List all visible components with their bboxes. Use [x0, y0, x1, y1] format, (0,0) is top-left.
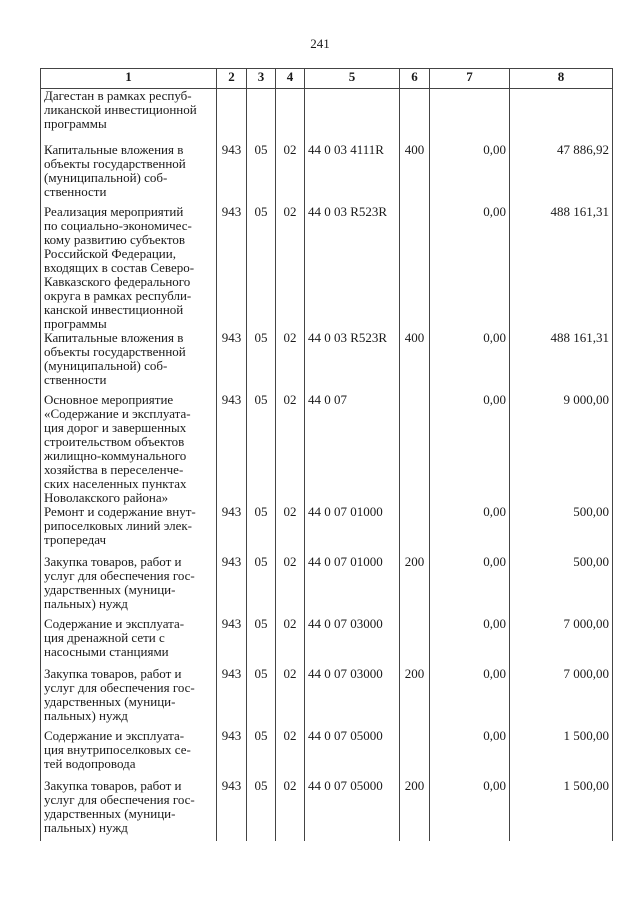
row-c6: 400 [400, 143, 430, 205]
table-row [41, 393, 613, 505]
table-row [41, 667, 613, 729]
page-number: 241 [310, 36, 330, 51]
row-c7: 0,00 [430, 779, 510, 841]
row-c5: 44 0 03 R523R [305, 205, 400, 331]
row-name: Ремонт и содержание внут- рипоселковых линий элек- тропередач [41, 505, 217, 555]
row-c3: 05 [247, 729, 276, 779]
row-c2: 943 [217, 779, 247, 841]
row-name: Содержание и эксплуата- ция внутрипоселковых се- тей водопровода [41, 729, 217, 779]
row-name: Закупка товаров, работ и услуг для обеспечения гос- ударственных (муници- пальных) нужд [41, 555, 217, 617]
row-name: Закупка товаров, работ и услуг для обеспечения гос- ударственных (муници- пальных) нужд [41, 779, 217, 841]
table-row [41, 205, 613, 331]
row-c8: 488 161,31 [510, 205, 613, 331]
row-c3: 05 [247, 555, 276, 617]
row-c4: 02 [276, 667, 305, 729]
row-c2: 943 [217, 143, 247, 205]
row-c3: 05 [247, 331, 276, 393]
row-c7: 0,00 [430, 393, 510, 505]
table-row [41, 143, 613, 205]
row-c4: 02 [276, 505, 305, 555]
column-header: 3 [247, 69, 276, 89]
row-c5: 44 0 07 01000 [305, 505, 400, 555]
row-c4: 02 [276, 143, 305, 205]
column-header: 8 [510, 69, 613, 89]
row-c2: 943 [217, 729, 247, 779]
row-c3: 05 [247, 393, 276, 505]
row-c8: 1 500,00 [510, 779, 613, 841]
column-header: 4 [276, 69, 305, 89]
row-c8: 47 886,92 [510, 143, 613, 205]
row-c5: 44 0 07 05000 [305, 779, 400, 841]
row-c4: 02 [276, 205, 305, 331]
column-header: 1 [41, 69, 217, 89]
row-c8: 1 500,00 [510, 729, 613, 779]
table-body [41, 89, 613, 841]
row-c4 [276, 89, 305, 143]
table-row [41, 89, 613, 143]
row-c7: 0,00 [430, 729, 510, 779]
row-c6 [400, 729, 430, 779]
row-c5 [305, 89, 400, 143]
row-c7: 0,00 [430, 555, 510, 617]
table-row [41, 555, 613, 617]
budget-table [40, 68, 613, 841]
row-c2: 943 [217, 505, 247, 555]
row-c5: 44 0 07 01000 [305, 555, 400, 617]
column-header: 7 [430, 69, 510, 89]
row-c3: 05 [247, 667, 276, 729]
row-c4: 02 [276, 729, 305, 779]
row-c7: 0,00 [430, 667, 510, 729]
table-row [41, 505, 613, 555]
table-row [41, 779, 613, 841]
row-c3: 05 [247, 617, 276, 667]
column-header: 2 [217, 69, 247, 89]
table-row [41, 617, 613, 667]
row-c8: 500,00 [510, 555, 613, 617]
row-c6: 200 [400, 555, 430, 617]
row-c7: 0,00 [430, 617, 510, 667]
row-c8 [510, 89, 613, 143]
row-c6 [400, 89, 430, 143]
row-c6: 200 [400, 779, 430, 841]
row-c4: 02 [276, 393, 305, 505]
row-name: Капитальные вложения в объекты государственной (муниципальной) соб- ственности [41, 331, 217, 393]
row-c2: 943 [217, 205, 247, 331]
row-c4: 02 [276, 779, 305, 841]
row-c6 [400, 617, 430, 667]
column-header: 5 [305, 69, 400, 89]
row-c3: 05 [247, 779, 276, 841]
row-c8: 7 000,00 [510, 617, 613, 667]
row-c4: 02 [276, 331, 305, 393]
row-c4: 02 [276, 555, 305, 617]
row-name: Реализация мероприятий по социально-экономичес- кому развитию субъектов Российской Федерации, входящих в состав Северо- Кавказского федерального округа в рамках республи- канской инвестиционной программы [41, 205, 217, 331]
table-row [41, 729, 613, 779]
row-c6 [400, 205, 430, 331]
row-c5: 44 0 07 [305, 393, 400, 505]
row-c5: 44 0 07 05000 [305, 729, 400, 779]
row-c7: 0,00 [430, 331, 510, 393]
row-name: Содержание и эксплуата- ция дренажной сети с насосными станциями [41, 617, 217, 667]
row-c7: 0,00 [430, 205, 510, 331]
row-c7 [430, 89, 510, 143]
row-c8: 488 161,31 [510, 331, 613, 393]
row-c3: 05 [247, 505, 276, 555]
row-c6 [400, 393, 430, 505]
row-c2: 943 [217, 667, 247, 729]
row-c6: 400 [400, 331, 430, 393]
row-c7: 0,00 [430, 143, 510, 205]
row-c8: 500,00 [510, 505, 613, 555]
row-c2: 943 [217, 555, 247, 617]
row-name: Основное мероприятие «Содержание и эксплуата- ция дорог и завершенных строительством объектов жилищно-коммунального хозяйства в переселенче- ских населенных пунктах Новолакского района» [41, 393, 217, 505]
table-row [41, 331, 613, 393]
row-c5: 44 0 03 4111R [305, 143, 400, 205]
row-c4: 02 [276, 617, 305, 667]
row-c2 [217, 89, 247, 143]
row-c3: 05 [247, 205, 276, 331]
row-c2: 943 [217, 393, 247, 505]
row-c3: 05 [247, 143, 276, 205]
row-c7: 0,00 [430, 505, 510, 555]
row-c8: 9 000,00 [510, 393, 613, 505]
row-c5: 44 0 03 R523R [305, 331, 400, 393]
row-c6: 200 [400, 667, 430, 729]
row-c2: 943 [217, 617, 247, 667]
row-c8: 7 000,00 [510, 667, 613, 729]
header-row [41, 69, 613, 89]
row-name: Закупка товаров, работ и услуг для обеспечения гос- ударственных (муници- пальных) нужд [41, 667, 217, 729]
row-c6 [400, 505, 430, 555]
row-name: Дагестан в рамках респуб- ликанской инвестиционной программы [41, 89, 217, 143]
row-c5: 44 0 07 03000 [305, 667, 400, 729]
row-c5: 44 0 07 03000 [305, 617, 400, 667]
row-c2: 943 [217, 331, 247, 393]
row-name: Капитальные вложения в объекты государственной (муниципальной) соб- ственности [41, 143, 217, 205]
column-header: 6 [400, 69, 430, 89]
row-c3 [247, 89, 276, 143]
